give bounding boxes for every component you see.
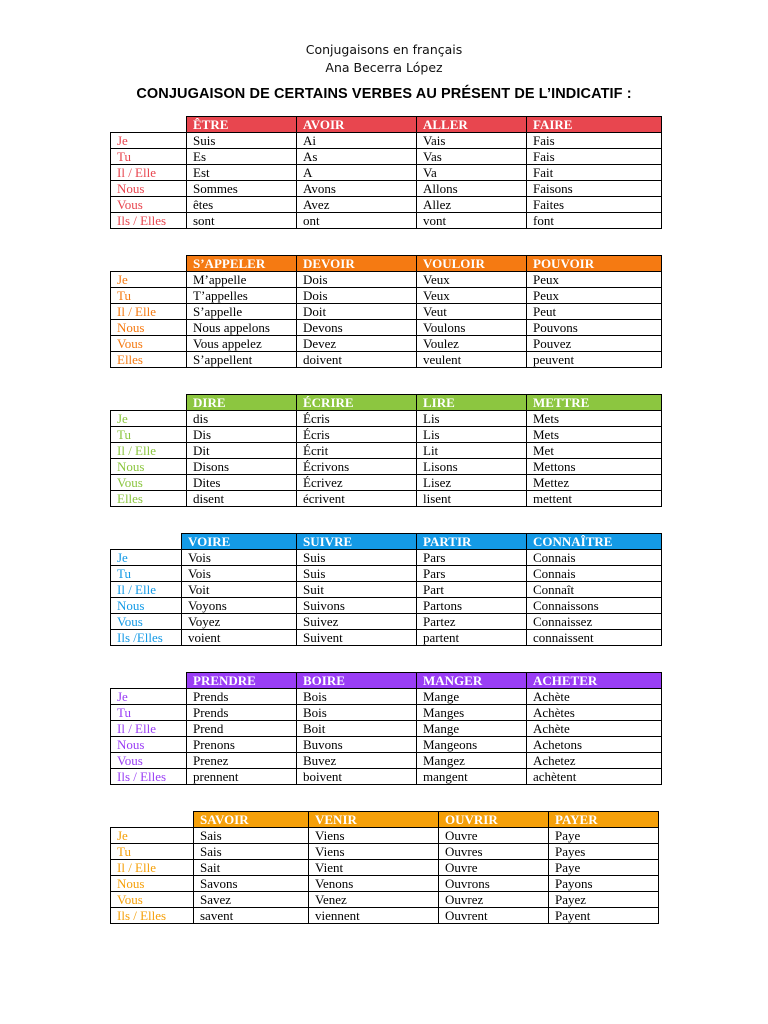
conjugation-cell: Savons (194, 876, 309, 892)
pronoun-cell: Tu (111, 705, 187, 721)
conjugation-cell: Mangeons (417, 737, 527, 753)
conjugation-cell: Devez (297, 336, 417, 352)
verb-header: BOIRE (297, 673, 417, 689)
verb-header: DIRE (187, 395, 297, 411)
conjugation-cell: Prenons (187, 737, 297, 753)
table-row (111, 705, 662, 721)
conjugation-cell: partent (417, 630, 527, 646)
pronoun-cell: Vous (111, 475, 187, 491)
conjugation-cell: Sait (194, 860, 309, 876)
table-row (111, 689, 662, 705)
table-header-row (111, 534, 662, 550)
conjugation-cell: Mange (417, 689, 527, 705)
conjugation-cell: Suivons (297, 598, 417, 614)
header-line-2: Ana Becerra López (325, 60, 443, 75)
verb-header: POUVOIR (527, 256, 662, 272)
pronoun-cell: Tu (111, 566, 182, 582)
table-row (111, 737, 662, 753)
table-row (111, 304, 662, 320)
verb-header: OUVRIR (439, 812, 549, 828)
conjugation-cell: Venons (309, 876, 439, 892)
pronoun-cell: Nous (111, 876, 194, 892)
conjugation-cell: Écrivez (297, 475, 417, 491)
table-header-row (111, 256, 662, 272)
verb-header: MANGER (417, 673, 527, 689)
verb-header: SUIVRE (297, 534, 417, 550)
conjugation-table (110, 811, 659, 924)
pronoun-cell: Tu (111, 844, 194, 860)
conjugation-cell: Payent (549, 908, 659, 924)
conjugation-cell: M’appelle (187, 272, 297, 288)
pronoun-cell: Ils / Elles (111, 908, 194, 924)
conjugation-cell: Mets (527, 411, 662, 427)
conjugation-cell: A (297, 165, 417, 181)
conjugation-cell: Achetez (527, 753, 662, 769)
conjugation-cell: Achète (527, 689, 662, 705)
table-row (111, 213, 662, 229)
conjugation-cell: Écris (297, 411, 417, 427)
verb-header: AVOIR (297, 117, 417, 133)
conjugation-cell: Voulons (417, 320, 527, 336)
conjugation-table (110, 255, 662, 368)
conjugation-cell: Connais (527, 566, 662, 582)
conjugation-cell: Ouvrez (439, 892, 549, 908)
conjugation-cell: Mets (527, 427, 662, 443)
conjugation-cell: peuvent (527, 352, 662, 368)
conjugation-cell: Achetons (527, 737, 662, 753)
conjugation-cell: Vous appelez (187, 336, 297, 352)
conjugation-cell: Vient (309, 860, 439, 876)
conjugation-cell: Suit (297, 582, 417, 598)
conjugation-cell: Pars (417, 550, 527, 566)
blank-corner-cell (111, 673, 187, 689)
conjugation-table (110, 394, 662, 507)
conjugation-cell: Manges (417, 705, 527, 721)
conjugation-cell: S’appelle (187, 304, 297, 320)
pronoun-cell: Ils / Elles (111, 213, 187, 229)
conjugation-table (110, 116, 662, 229)
table-row (111, 598, 662, 614)
conjugation-cell: Va (417, 165, 527, 181)
table-row (111, 320, 662, 336)
blank-corner-cell (111, 534, 182, 550)
pronoun-cell: Je (111, 133, 187, 149)
pronoun-cell: Il / Elle (111, 304, 187, 320)
conjugation-cell: savent (194, 908, 309, 924)
conjugation-cell: sont (187, 213, 297, 229)
conjugation-cell: Met (527, 443, 662, 459)
verb-header: S’APPELER (187, 256, 297, 272)
table-row (111, 491, 662, 507)
page-title: CONJUGAISON DE CERTAINS VERBES AU PRÉSENT DE L’INDICATIF : (136, 86, 632, 102)
pronoun-cell: Tu (111, 149, 187, 165)
conjugation-cell: Ouvrons (439, 876, 549, 892)
conjugation-cell: Faites (527, 197, 662, 213)
conjugation-cell: Dis (187, 427, 297, 443)
table-row (111, 197, 662, 213)
conjugation-cell: Suis (297, 566, 417, 582)
verb-header: CONNAÎTRE (527, 534, 662, 550)
conjugation-cell: Prenez (187, 753, 297, 769)
table-row (111, 892, 659, 908)
conjugation-cell: Dois (297, 288, 417, 304)
conjugation-cell: Fait (527, 165, 662, 181)
conjugation-cell: Peux (527, 272, 662, 288)
conjugation-cell: Payes (549, 844, 659, 860)
conjugation-cell: Devons (297, 320, 417, 336)
conjugation-cell: Paye (549, 828, 659, 844)
conjugation-cell: font (527, 213, 662, 229)
pronoun-cell: Vous (111, 614, 182, 630)
verb-header: SAVOIR (194, 812, 309, 828)
conjugation-cell: Lis (417, 427, 527, 443)
verb-header: PAYER (549, 812, 659, 828)
verb-header: VOIRE (182, 534, 297, 550)
blank-corner-cell (111, 395, 187, 411)
conjugation-cell: Suis (187, 133, 297, 149)
conjugation-cell: lisent (417, 491, 527, 507)
conjugation-cell: Avons (297, 181, 417, 197)
conjugation-cell: T’appelles (187, 288, 297, 304)
pronoun-cell: Il / Elle (111, 582, 182, 598)
conjugation-cell: Écrit (297, 443, 417, 459)
conjugation-cell: Buvez (297, 753, 417, 769)
conjugation-cell: disent (187, 491, 297, 507)
table-row (111, 288, 662, 304)
pronoun-cell: Il / Elle (111, 721, 187, 737)
verb-header: METTRE (527, 395, 662, 411)
conjugation-cell: Ouvre (439, 828, 549, 844)
conjugation-cell: Ouvres (439, 844, 549, 860)
table-row (111, 566, 662, 582)
conjugation-cell: Pars (417, 566, 527, 582)
conjugation-cell: écrivent (297, 491, 417, 507)
verb-header: VOULOIR (417, 256, 527, 272)
pronoun-cell: Vous (111, 892, 194, 908)
conjugation-cell: Écris (297, 427, 417, 443)
verb-header: ACHETER (527, 673, 662, 689)
conjugation-cell: Bois (297, 705, 417, 721)
conjugation-cell: Disons (187, 459, 297, 475)
conjugation-cell: Voulez (417, 336, 527, 352)
verb-header: PARTIR (417, 534, 527, 550)
conjugation-cell: Achète (527, 721, 662, 737)
table-header-row (111, 395, 662, 411)
conjugation-cell: Fais (527, 149, 662, 165)
pronoun-cell: Nous (111, 737, 187, 753)
table-row (111, 475, 662, 491)
conjugation-cell: Pouvez (527, 336, 662, 352)
table-row (111, 165, 662, 181)
conjugation-cell: Dites (187, 475, 297, 491)
conjugation-cell: Mettez (527, 475, 662, 491)
conjugation-cell: Ouvre (439, 860, 549, 876)
conjugation-cell: Connaissez (527, 614, 662, 630)
conjugation-cell: viennent (309, 908, 439, 924)
conjugation-cell: Paye (549, 860, 659, 876)
pronoun-cell: Nous (111, 320, 187, 336)
conjugation-cell: Lis (417, 411, 527, 427)
conjugation-cell: Faisons (527, 181, 662, 197)
conjugation-cell: Voyons (182, 598, 297, 614)
conjugation-cell: Prends (187, 705, 297, 721)
verb-header: FAIRE (527, 117, 662, 133)
conjugation-cell: doivent (297, 352, 417, 368)
verb-header: ÉCRIRE (297, 395, 417, 411)
conjugation-cell: Peux (527, 288, 662, 304)
conjugation-cell: Ouvrent (439, 908, 549, 924)
table-row (111, 459, 662, 475)
conjugation-cell: Avez (297, 197, 417, 213)
conjugation-cell: Suis (297, 550, 417, 566)
pronoun-cell: Je (111, 272, 187, 288)
table-row (111, 876, 659, 892)
pronoun-cell: Nous (111, 459, 187, 475)
conjugation-cell: Sais (194, 844, 309, 860)
conjugation-cell: Bois (297, 689, 417, 705)
pronoun-cell: Nous (111, 598, 182, 614)
conjugation-cell: Es (187, 149, 297, 165)
conjugation-cell: Est (187, 165, 297, 181)
conjugation-cell: Partez (417, 614, 527, 630)
blank-corner-cell (111, 117, 187, 133)
pronoun-cell: Je (111, 689, 187, 705)
pronoun-cell: Ils / Elles (111, 769, 187, 785)
conjugation-cell: Part (417, 582, 527, 598)
header-line-1: Conjugaisons en français (305, 42, 463, 57)
table-row (111, 411, 662, 427)
conjugation-cell: Vois (182, 566, 297, 582)
conjugation-cell: Vas (417, 149, 527, 165)
conjugation-cell: mangent (417, 769, 527, 785)
pronoun-cell: Je (111, 550, 182, 566)
conjugation-cell: êtes (187, 197, 297, 213)
table-row (111, 149, 662, 165)
table-row (111, 828, 659, 844)
conjugation-cell: Venez (309, 892, 439, 908)
conjugation-cell: Payez (549, 892, 659, 908)
conjugation-cell: Boit (297, 721, 417, 737)
table-row (111, 133, 662, 149)
conjugation-cell: Connaît (527, 582, 662, 598)
conjugation-cell: Sais (194, 828, 309, 844)
conjugation-cell: dis (187, 411, 297, 427)
table-row (111, 336, 662, 352)
conjugation-cell: Vois (182, 550, 297, 566)
conjugation-cell: Peut (527, 304, 662, 320)
table-row (111, 844, 659, 860)
table-row (111, 753, 662, 769)
conjugation-cell: Veut (417, 304, 527, 320)
conjugation-cell: Connais (527, 550, 662, 566)
verb-header: LIRE (417, 395, 527, 411)
verb-header: VENIR (309, 812, 439, 828)
conjugation-cell: Achètes (527, 705, 662, 721)
pronoun-cell: Je (111, 411, 187, 427)
pronoun-cell: Je (111, 828, 194, 844)
conjugation-cell: As (297, 149, 417, 165)
conjugation-cell: Dit (187, 443, 297, 459)
table-row (111, 769, 662, 785)
conjugation-cell: Allez (417, 197, 527, 213)
conjugation-cell: Viens (309, 844, 439, 860)
table-row (111, 721, 662, 737)
table-row (111, 550, 662, 566)
conjugation-cell: prennent (187, 769, 297, 785)
conjugation-cell: veulent (417, 352, 527, 368)
pronoun-cell: Elles (111, 491, 187, 507)
conjugation-cell: Mettons (527, 459, 662, 475)
pronoun-cell: Tu (111, 427, 187, 443)
conjugation-cell: Prends (187, 689, 297, 705)
conjugation-cell: Ai (297, 133, 417, 149)
pronoun-cell: Elles (111, 352, 187, 368)
table-header-row (111, 673, 662, 689)
conjugation-cell: Pouvons (527, 320, 662, 336)
conjugation-cell: Mange (417, 721, 527, 737)
conjugation-cell: Nous appelons (187, 320, 297, 336)
conjugation-cell: Dois (297, 272, 417, 288)
conjugation-cell: ont (297, 213, 417, 229)
conjugation-cell: connaissent (527, 630, 662, 646)
table-row (111, 630, 662, 646)
conjugation-table (110, 533, 662, 646)
pronoun-cell: Il / Elle (111, 165, 187, 181)
conjugation-cell: Partons (417, 598, 527, 614)
pronoun-cell: Ils /Elles (111, 630, 182, 646)
table-row (111, 614, 662, 630)
conjugation-cell: Vais (417, 133, 527, 149)
table-row (111, 352, 662, 368)
pronoun-cell: Vous (111, 753, 187, 769)
conjugation-cell: vont (417, 213, 527, 229)
conjugation-cell: Suivez (297, 614, 417, 630)
table-row (111, 860, 659, 876)
conjugation-cell: voient (182, 630, 297, 646)
pronoun-cell: Tu (111, 288, 187, 304)
verb-header: PRENDRE (187, 673, 297, 689)
pronoun-cell: Nous (111, 181, 187, 197)
table-row (111, 272, 662, 288)
conjugation-cell: Allons (417, 181, 527, 197)
blank-corner-cell (111, 812, 194, 828)
table-header-row (111, 812, 659, 828)
table-row (111, 908, 659, 924)
table-row (111, 427, 662, 443)
conjugation-cell: mettent (527, 491, 662, 507)
pronoun-cell: Vous (111, 197, 187, 213)
conjugation-table (110, 672, 662, 785)
conjugation-cell: Connaissons (527, 598, 662, 614)
conjugation-cell: Veux (417, 288, 527, 304)
table-header-row (111, 117, 662, 133)
conjugation-cell: Suivent (297, 630, 417, 646)
conjugation-cell: Lisons (417, 459, 527, 475)
table-row (111, 582, 662, 598)
conjugation-cell: boivent (297, 769, 417, 785)
conjugation-cell: Doit (297, 304, 417, 320)
conjugation-cell: Veux (417, 272, 527, 288)
conjugation-cell: Voyez (182, 614, 297, 630)
pronoun-cell: Il / Elle (111, 860, 194, 876)
pronoun-cell: Il / Elle (111, 443, 187, 459)
table-row (111, 181, 662, 197)
conjugation-cell: Lit (417, 443, 527, 459)
conjugation-cell: S’appellent (187, 352, 297, 368)
table-row (111, 443, 662, 459)
conjugation-cell: Savez (194, 892, 309, 908)
conjugation-cell: Fais (527, 133, 662, 149)
conjugation-cell: Mangez (417, 753, 527, 769)
conjugation-cell: Lisez (417, 475, 527, 491)
conjugation-cell: Buvons (297, 737, 417, 753)
verb-header: DEVOIR (297, 256, 417, 272)
conjugation-cell: Voit (182, 582, 297, 598)
pronoun-cell: Vous (111, 336, 187, 352)
conjugation-cell: Écrivons (297, 459, 417, 475)
blank-corner-cell (111, 256, 187, 272)
verb-header: ALLER (417, 117, 527, 133)
verb-header: ÊTRE (187, 117, 297, 133)
conjugation-cell: Payons (549, 876, 659, 892)
conjugation-cell: Sommes (187, 181, 297, 197)
conjugation-cell: Prend (187, 721, 297, 737)
conjugation-cell: Viens (309, 828, 439, 844)
conjugation-cell: achètent (527, 769, 662, 785)
